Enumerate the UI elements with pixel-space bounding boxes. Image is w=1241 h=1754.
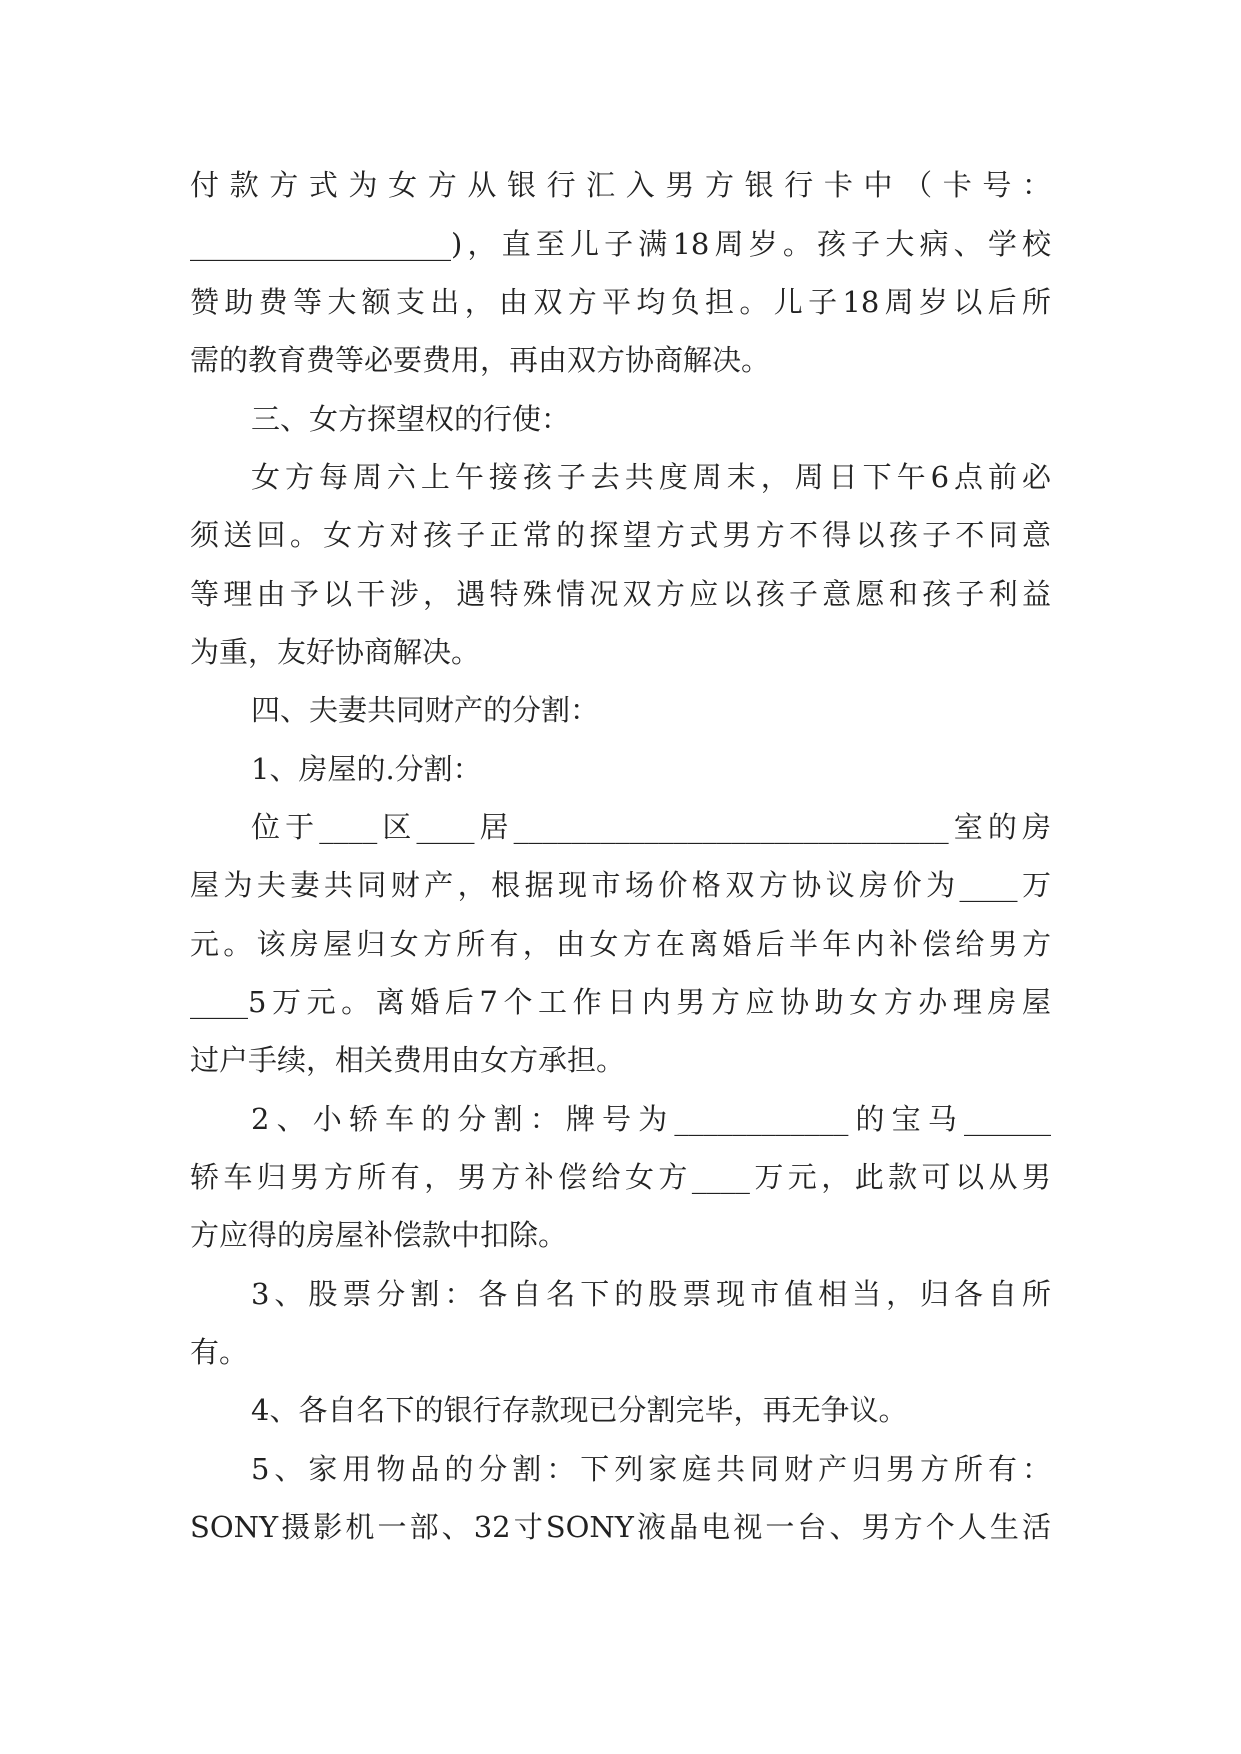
- paragraph-line: 元。该房屋归女方所有，由女方在离婚后半年内补偿给男方: [190, 927, 1051, 961]
- paragraph-line: 过户手续，相关费用由女方承担。: [190, 1043, 626, 1077]
- paragraph-line: 2、小轿车的分割：牌号为____________的宝马______: [251, 1102, 1051, 1136]
- section-heading: 四、夫妻共同财产的分割：: [251, 693, 600, 727]
- paragraph-line: 3、股票分割：各自名下的股票现市值相当，归各自所: [251, 1277, 1051, 1311]
- paragraph-line: SONY摄影机一部、32寸SONY液晶电视一台、男方个人生活: [190, 1510, 1051, 1544]
- paragraph-line: 须送回。女方对孩子正常的探望方式男方不得以孩子不同意: [190, 518, 1051, 552]
- paragraph-line: 赞助费等大额支出，由双方平均负担。儿子18周岁以后所: [190, 285, 1051, 319]
- paragraph-line: __________________)，直至儿子满18周岁。孩子大病、学校: [190, 227, 1051, 261]
- paragraph-line: 位于____区____居______________________________室的房: [251, 810, 1051, 844]
- paragraph-line: 屋为夫妻共同财产，根据现市场价格双方协议房价为____万: [190, 868, 1051, 902]
- paragraph-line: 4、各自名下的银行存款现已分割完毕，再无争议。: [251, 1393, 908, 1427]
- paragraph-line: 有。: [190, 1335, 249, 1369]
- paragraph-line: 等理由予以干涉，遇特殊情况双方应以孩子意愿和孩子利益: [190, 577, 1051, 611]
- subsection-heading: 1、房屋的.分割：: [251, 752, 482, 786]
- paragraph-line: 为重，友好协商解决。: [190, 635, 481, 669]
- paragraph-line: 方应得的房屋补偿款中扣除。: [190, 1218, 568, 1252]
- paragraph-line: 轿车归男方所有，男方补偿给女方____万元，此款可以从男: [190, 1160, 1051, 1194]
- paragraph-line: 女方每周六上午接孩子去共度周末，周日下午6点前必: [251, 460, 1051, 494]
- section-heading: 三、女方探望权的行使：: [251, 402, 571, 436]
- paragraph-line: 需的教育费等必要费用，再由双方协商解决。: [190, 343, 771, 377]
- paragraph-line: 5、家用物品的分割：下列家庭共同财产归男方所有：: [251, 1452, 1051, 1486]
- paragraph-line: ____5万元。离婚后7个工作日内男方应协助女方办理房屋: [190, 985, 1051, 1019]
- paragraph-line: 付款方式为女方从银行汇入男方银行卡中（卡号：: [190, 168, 1051, 202]
